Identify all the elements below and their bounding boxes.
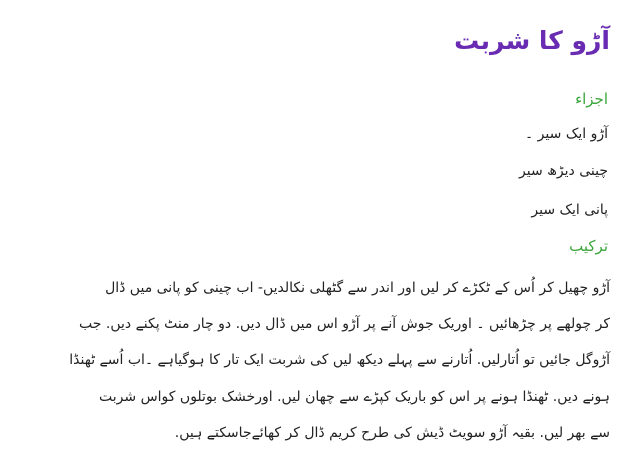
method-line: آڑو چھیل کر اُس کے ٹکڑے کر لیں اور اندر سے گٹھلی نکالدیں- اب چینی کو پانی میں ڈال — [105, 280, 610, 296]
ingredients-heading: اجزاء — [575, 90, 608, 108]
method-line: ہونے دیں. ٹھنڈا ہونے پر اس کو باریک کپڑے سے چھان لیں. اورخشک بوتلوں کواس شربت — [99, 389, 610, 405]
method-heading: ترکیب — [569, 237, 608, 255]
page-title: آڑو کا شربت — [454, 26, 610, 55]
ingredient-item: آڑو ایک سیر ۔ — [525, 126, 608, 142]
method-line: کر چولھے پر چڑھائیں ۔ اوریک جوش آنے پر آڑو اس میں ڈال دیں. دو چار منٹ پکنے دیں. جب — [79, 316, 610, 332]
method-line: آڑوگل جائیں تو اُتارلیں. اُتارنے سے پہلے دیکھ لیں کی شربت ایک تار کا ہوگیاہے ۔اب اُسے ٹھنڈا — [69, 352, 610, 368]
ingredient-item: چینی دیڑھ سیر — [519, 163, 608, 179]
method-line: سے بھر لیں. بقیہ آڑو سویٹ ڈیش کی طرح کریم ڈال کر کھائےجاسکتے ہیں. — [174, 425, 610, 441]
ingredient-item: پانی ایک سیر — [531, 202, 608, 218]
